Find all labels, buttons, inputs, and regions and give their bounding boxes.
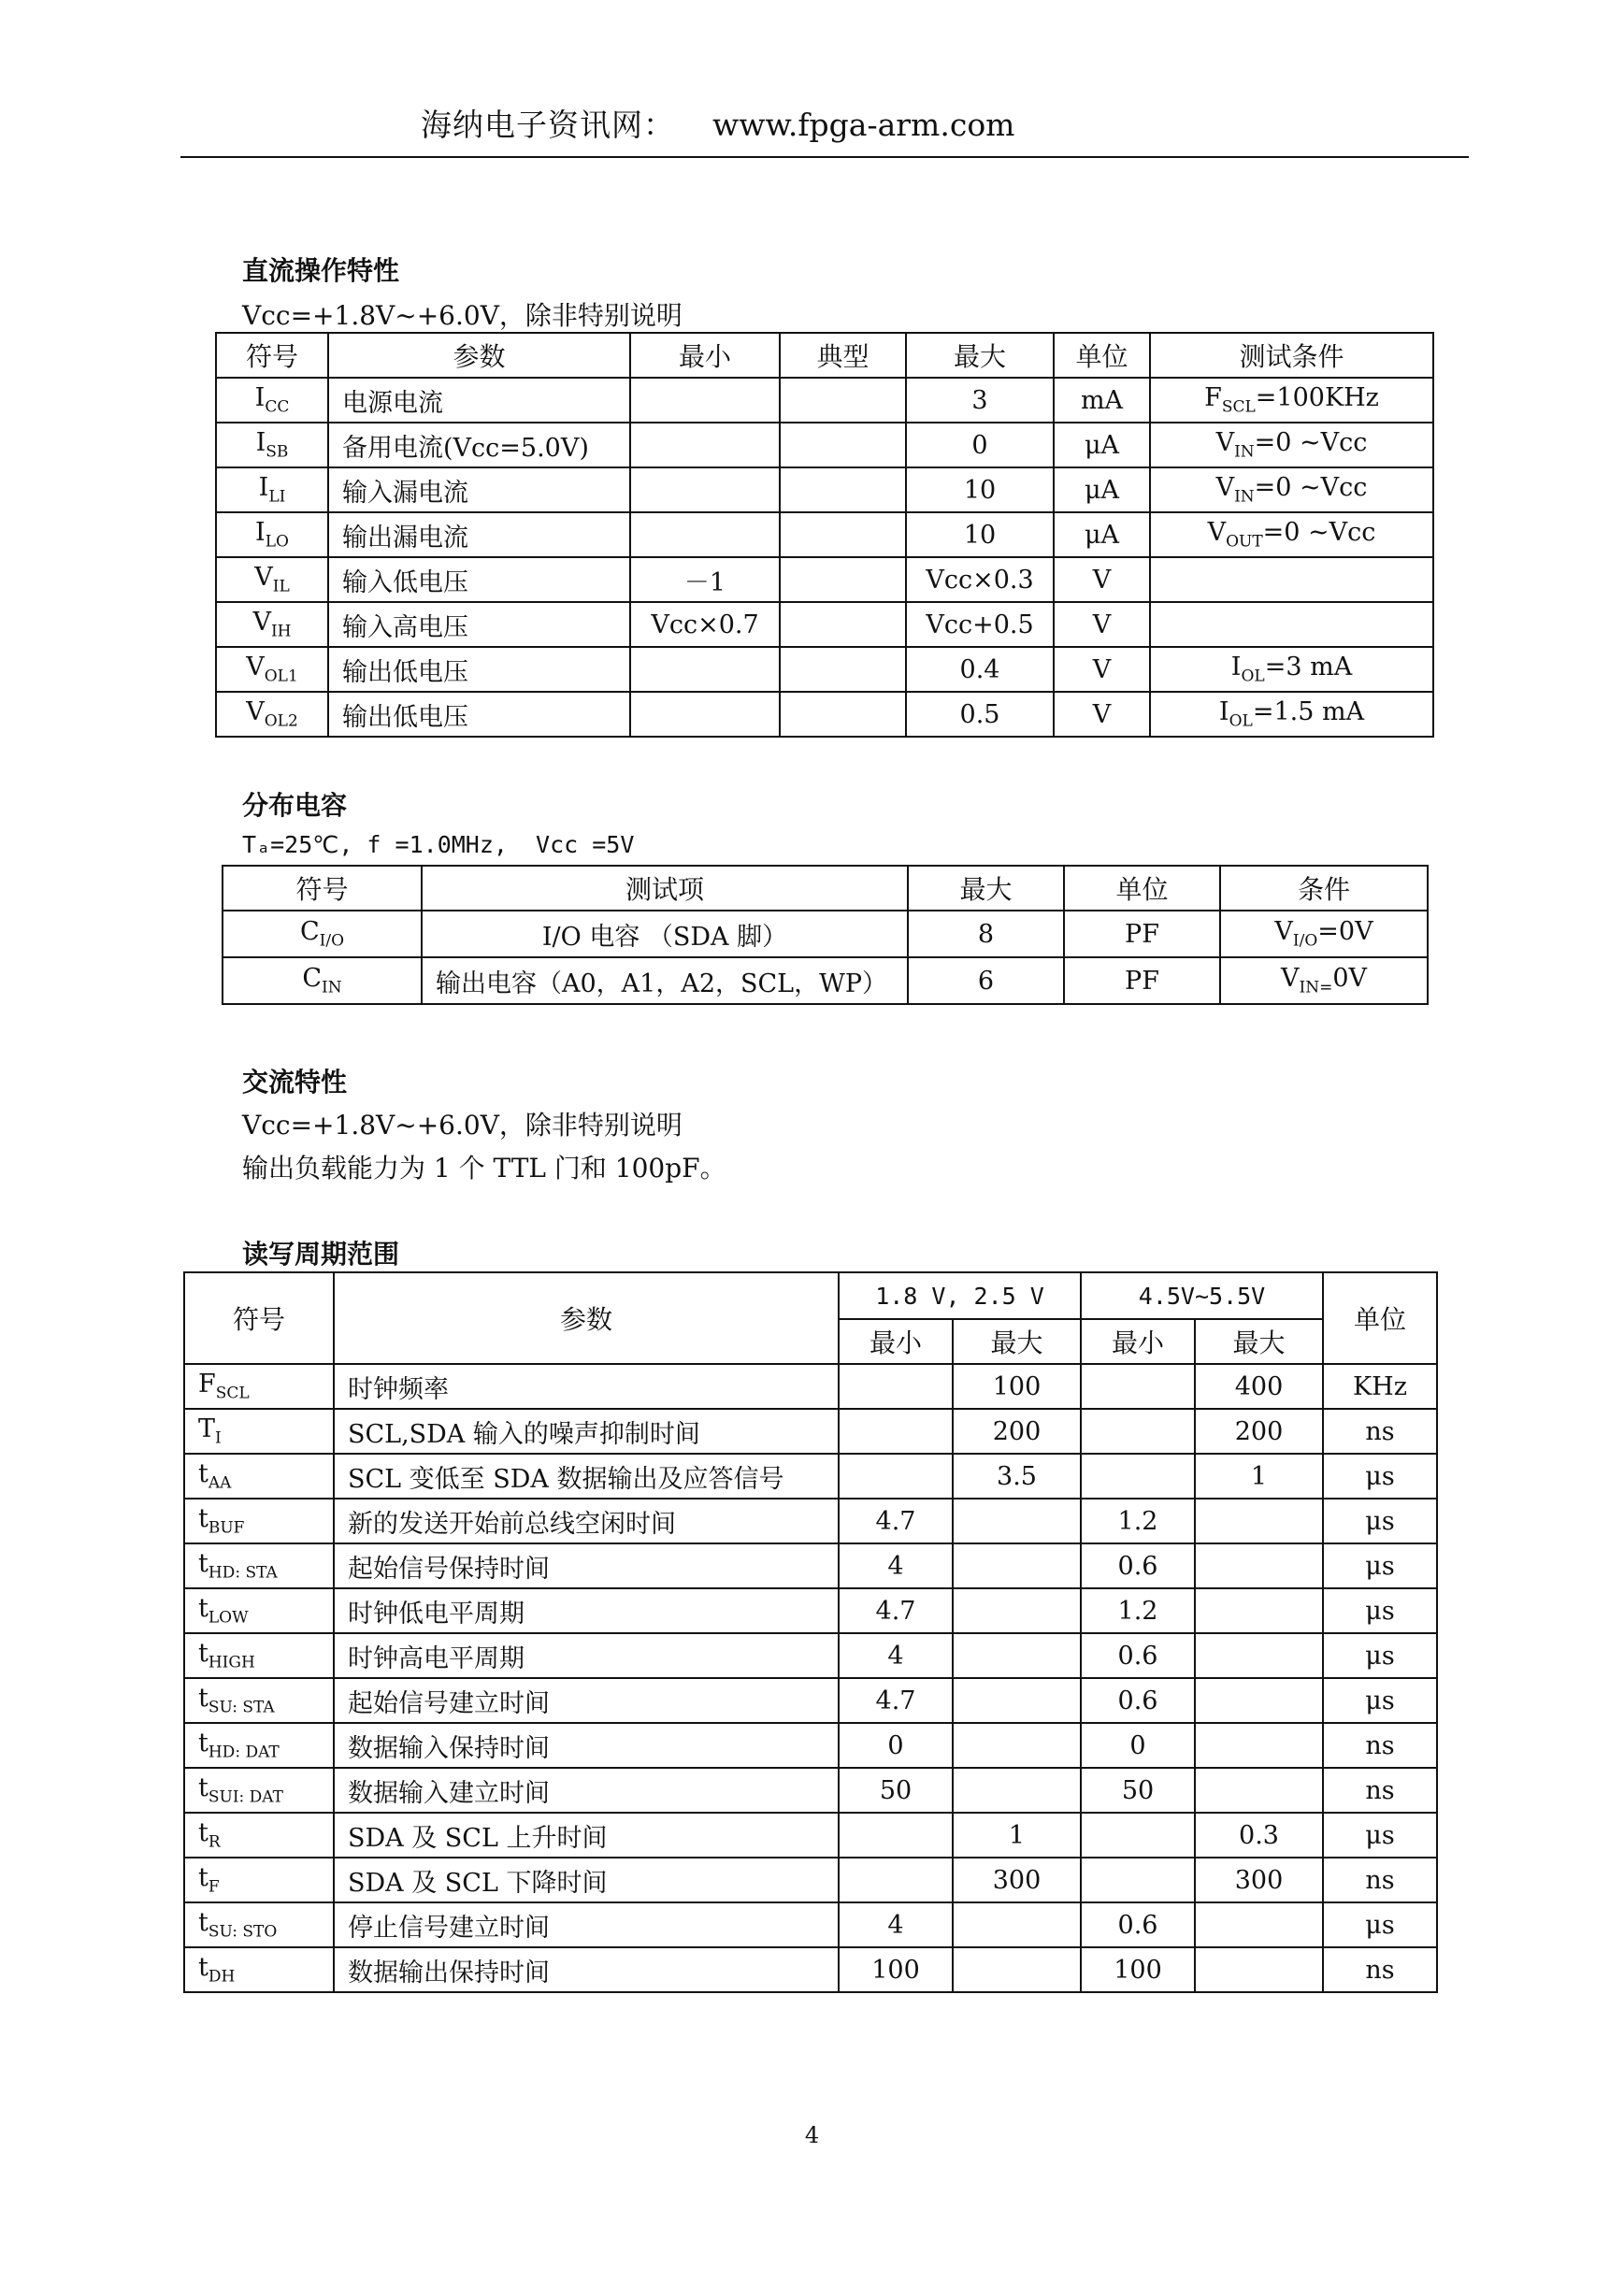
rw-unit: μs: [1323, 1633, 1437, 1678]
dc-test-condition: [1150, 692, 1433, 737]
dc-max: 10: [906, 512, 1054, 557]
table-row: [184, 1858, 1437, 1902]
rw-unit: ns: [1323, 1858, 1437, 1902]
rw-symbol-subscript: HIGH: [208, 1653, 255, 1672]
cap-condition-rest: =0V: [1317, 917, 1373, 947]
rw-min-low-v: 4.7: [839, 1588, 953, 1633]
table-row: [184, 1947, 1437, 1992]
table-row: [216, 692, 1433, 737]
rw-max-high-v: [1195, 1768, 1323, 1813]
dc-test-condition-main: F: [1204, 383, 1222, 413]
rw-symbol: [184, 1499, 334, 1543]
rw-symbol-main: t: [198, 1773, 208, 1803]
cap-test-item: I/O 电容 （SDA 脚）: [422, 911, 908, 957]
rw-max-low-v: [953, 1543, 1081, 1588]
dc-test-condition-subscript: SCL: [1221, 397, 1256, 417]
dc-test-condition-main: I: [1230, 653, 1242, 682]
dc-unit: V: [1054, 692, 1150, 737]
dc-test-condition: [1150, 602, 1433, 647]
rw-symbol: [184, 1768, 334, 1813]
dc-test-condition-rest: =100KHz: [1255, 383, 1379, 413]
dc-test-condition-rest: =0 ~Vcc: [1254, 428, 1368, 458]
cap-condition-subscript: I/O: [1292, 931, 1318, 951]
cap-unit: PF: [1064, 911, 1220, 957]
dc-typ: [780, 647, 906, 692]
rw-symbol-subscript: SCL: [215, 1384, 250, 1403]
dc-header-1: 参数: [328, 333, 630, 378]
dc-section-title: 直流操作特性: [242, 255, 400, 286]
dc-test-condition-main: V: [1215, 428, 1235, 458]
cap-condition: [1220, 911, 1428, 957]
table-row: [184, 1633, 1437, 1678]
rw-min-high-v: 0.6: [1081, 1543, 1195, 1588]
cap-max: 8: [908, 911, 1064, 957]
dc-typ: [780, 512, 906, 557]
rw-header-max-2: 最大: [1195, 1319, 1323, 1364]
rw-unit: μs: [1323, 1813, 1437, 1858]
rw-symbol-main: t: [198, 1684, 208, 1714]
dc-max: Vcc+0.5: [906, 602, 1054, 647]
rw-header-min-2: 最小: [1081, 1319, 1195, 1364]
rw-symbol-subscript: R: [208, 1832, 221, 1852]
rw-max-high-v: 1: [1195, 1454, 1323, 1499]
table-row: [184, 1364, 1437, 1409]
rw-unit: μs: [1323, 1678, 1437, 1723]
rw-param: 数据输出保持时间: [334, 1947, 839, 1992]
rw-max-low-v: [953, 1678, 1081, 1723]
rw-unit: KHz: [1323, 1364, 1437, 1409]
rw-max-low-v: [953, 1588, 1081, 1633]
cap-table: [222, 865, 1429, 1005]
dc-test-condition-rest: =0 ~Vcc: [1254, 473, 1368, 503]
table-row: [184, 1454, 1437, 1499]
dc-unit: μA: [1054, 512, 1150, 557]
rw-min-low-v: [839, 1858, 953, 1902]
rw-param: SCL 变低至 SDA 数据输出及应答信号: [334, 1454, 839, 1499]
table-row: [184, 1499, 1437, 1543]
dc-typ: [780, 378, 906, 423]
cap-test-item: 输出电容（A0，A1，A2，SCL，WP）: [422, 957, 908, 1004]
ac-section-title: 交流特性: [242, 1067, 348, 1098]
rw-symbol: [184, 1364, 334, 1409]
rw-min-low-v: [839, 1454, 953, 1499]
rw-max-high-v: 200: [1195, 1409, 1323, 1454]
rw-max-low-v: [953, 1768, 1081, 1813]
dc-param: 输出低电压: [328, 647, 630, 692]
rw-min-high-v: 1.2: [1081, 1588, 1195, 1633]
rw-param: SDA 及 SCL 上升时间: [334, 1813, 839, 1858]
cap-header-1: 测试项: [422, 866, 908, 911]
page-number: 4: [804, 2122, 820, 2148]
dc-unit: mA: [1054, 378, 1150, 423]
table-row: [223, 911, 1428, 957]
dc-typ: [780, 692, 906, 737]
table-row: [184, 1902, 1437, 1947]
dc-symbol-subscript: IH: [270, 622, 292, 641]
cap-symbol-main: C: [302, 964, 323, 994]
rw-header-low-voltage: 1.8 V, 2.5 V: [839, 1272, 1081, 1319]
dc-symbol: [216, 692, 328, 737]
rw-unit: μs: [1323, 1588, 1437, 1633]
rw-min-high-v: 0: [1081, 1723, 1195, 1768]
rw-table: [183, 1271, 1438, 1993]
rw-min-low-v: 4: [839, 1902, 953, 1947]
rw-symbol-main: F: [198, 1370, 216, 1399]
rw-min-low-v: [839, 1813, 953, 1858]
rw-symbol: [184, 1588, 334, 1633]
dc-typ: [780, 602, 906, 647]
cap-symbol-subscript: IN: [322, 978, 342, 997]
header-divider: [180, 156, 1469, 158]
ac-condition: Vcc=+1.8V~+6.0V，除非特别说明: [242, 1110, 683, 1141]
rw-param: 时钟高电平周期: [334, 1633, 839, 1678]
rw-max-high-v: [1195, 1723, 1323, 1768]
dc-max: Vcc×0.3: [906, 557, 1054, 602]
rw-min-low-v: 50: [839, 1768, 953, 1813]
rw-symbol-main: t: [198, 1908, 208, 1938]
dc-min: [630, 692, 780, 737]
dc-test-condition-rest: =1.5 mA: [1252, 697, 1365, 727]
dc-param: 输出漏电流: [328, 512, 630, 557]
dc-test-condition-rest: =0 ~Vcc: [1262, 518, 1376, 548]
dc-param: 输出低电压: [328, 692, 630, 737]
dc-symbol-subscript: IL: [272, 577, 290, 596]
dc-typ: [780, 557, 906, 602]
rw-max-low-v: [953, 1902, 1081, 1947]
cap-header-2: 最大: [908, 866, 1064, 911]
rw-max-high-v: 300: [1195, 1858, 1323, 1902]
dc-param: 输入高电压: [328, 602, 630, 647]
dc-min: [630, 647, 780, 692]
dc-min: [630, 512, 780, 557]
rw-min-high-v: [1081, 1409, 1195, 1454]
rw-max-high-v: [1195, 1633, 1323, 1678]
dc-min: Vcc×0.7: [630, 602, 780, 647]
rw-symbol: [184, 1902, 334, 1947]
rw-min-high-v: 0.6: [1081, 1633, 1195, 1678]
rw-min-low-v: 4.7: [839, 1678, 953, 1723]
dc-symbol-subscript: LO: [265, 532, 289, 552]
dc-max: 0.4: [906, 647, 1054, 692]
dc-test-condition: [1150, 423, 1433, 467]
dc-max: 10: [906, 467, 1054, 512]
cap-symbol-subscript: I/O: [319, 931, 345, 951]
dc-test-condition-main: I: [1218, 697, 1229, 727]
dc-test-condition-subscript: OL: [1241, 667, 1265, 686]
dc-max: 0.5: [906, 692, 1054, 737]
rw-symbol: [184, 1409, 334, 1454]
dc-test-condition: [1150, 378, 1433, 423]
rw-max-high-v: [1195, 1678, 1323, 1723]
table-row: [216, 557, 1433, 602]
dc-symbol-main: I: [254, 383, 266, 413]
dc-symbol-subscript: SB: [266, 442, 289, 462]
cap-condition: [1220, 957, 1428, 1004]
dc-header-5: 单位: [1054, 333, 1150, 378]
dc-param: 输入漏电流: [328, 467, 630, 512]
dc-symbol-main: I: [255, 428, 266, 458]
rw-max-high-v: 0.3: [1195, 1813, 1323, 1858]
dc-test-condition: [1150, 557, 1433, 602]
rw-symbol: [184, 1678, 334, 1723]
rw-min-low-v: 4: [839, 1633, 953, 1678]
dc-min: －1: [630, 557, 780, 602]
dc-symbol: [216, 423, 328, 467]
cap-condition-main: V: [1274, 917, 1293, 947]
rw-symbol-subscript: AA: [208, 1473, 232, 1493]
rw-min-low-v: 100: [839, 1947, 953, 1992]
rw-unit: ns: [1323, 1723, 1437, 1768]
rw-symbol-subscript: SU: STO: [208, 1922, 278, 1942]
table-row: [216, 512, 1433, 557]
rw-param: 起始信号保持时间: [334, 1543, 839, 1588]
rw-param: 停止信号建立时间: [334, 1902, 839, 1947]
dc-symbol-subscript: CC: [265, 397, 290, 417]
rw-header-max-1: 最大: [953, 1319, 1081, 1364]
rw-symbol-main: t: [198, 1459, 208, 1489]
dc-test-condition-subscript: OL: [1229, 711, 1253, 731]
rw-max-high-v: [1195, 1588, 1323, 1633]
rw-symbol-main: t: [198, 1504, 208, 1534]
cap-header-row: [223, 866, 1428, 911]
dc-unit: μA: [1054, 467, 1150, 512]
dc-test-condition: [1150, 647, 1433, 692]
rw-min-high-v: [1081, 1813, 1195, 1858]
table-row: [216, 378, 1433, 423]
cap-header-0: 符号: [223, 866, 422, 911]
rw-symbol: [184, 1947, 334, 1992]
rw-symbol-main: t: [198, 1639, 208, 1669]
dc-symbol-subscript: OL2: [264, 711, 298, 731]
page-header: [421, 101, 1014, 145]
cap-condition: Tₐ=25℃, f =1.0MHz, Vcc =5V: [242, 831, 635, 858]
rw-max-low-v: 3.5: [953, 1454, 1081, 1499]
rw-header-min-1: 最小: [839, 1319, 953, 1364]
rw-max-low-v: 1: [953, 1813, 1081, 1858]
cap-condition-main: V: [1280, 964, 1300, 994]
dc-table: [215, 332, 1434, 738]
table-row: [184, 1409, 1437, 1454]
table-row: [216, 467, 1433, 512]
table-row: [184, 1723, 1437, 1768]
rw-max-high-v: 400: [1195, 1364, 1323, 1409]
rw-min-high-v: 0.6: [1081, 1678, 1195, 1723]
rw-min-high-v: 50: [1081, 1768, 1195, 1813]
dc-min: [630, 467, 780, 512]
cap-section-title: 分布电容: [242, 790, 348, 821]
dc-max: 3: [906, 378, 1054, 423]
rw-symbol-subscript: BUF: [208, 1518, 245, 1538]
cap-header-3: 单位: [1064, 866, 1220, 911]
dc-symbol-main: V: [246, 697, 265, 727]
rw-min-low-v: [839, 1409, 953, 1454]
dc-unit: μA: [1054, 423, 1150, 467]
cap-symbol-main: C: [299, 917, 320, 947]
rw-symbol: [184, 1813, 334, 1858]
table-row: [216, 647, 1433, 692]
dc-test-condition-subscript: IN: [1234, 487, 1255, 507]
dc-test-condition: [1150, 467, 1433, 512]
rw-max-high-v: [1195, 1947, 1323, 1992]
dc-symbol: [216, 467, 328, 512]
dc-header-3: 典型: [780, 333, 906, 378]
dc-min: [630, 378, 780, 423]
rw-unit: ns: [1323, 1768, 1437, 1813]
dc-condition: Vcc=+1.8V~+6.0V，除非特别说明: [242, 300, 683, 331]
rw-symbol: [184, 1633, 334, 1678]
dc-param: 输入低电压: [328, 557, 630, 602]
rw-max-low-v: 200: [953, 1409, 1081, 1454]
rw-min-low-v: [839, 1364, 953, 1409]
rw-max-high-v: [1195, 1543, 1323, 1588]
rw-symbol-main: t: [198, 1729, 208, 1758]
rw-symbol-main: t: [198, 1594, 208, 1624]
rw-symbol-subscript: HD: STA: [208, 1563, 278, 1583]
rw-min-high-v: [1081, 1454, 1195, 1499]
rw-symbol-main: T: [198, 1414, 216, 1444]
rw-min-low-v: 4: [839, 1543, 953, 1588]
dc-test-condition-subscript: OUT: [1226, 532, 1263, 552]
dc-min: [630, 423, 780, 467]
rw-unit: μs: [1323, 1499, 1437, 1543]
rw-param: 新的发送开始前总线空闲时间: [334, 1499, 839, 1543]
dc-unit: V: [1054, 602, 1150, 647]
cap-condition-subscript: IN=: [1299, 978, 1333, 997]
cap-symbol: [223, 957, 422, 1004]
rw-param: 时钟低电平周期: [334, 1588, 839, 1633]
table-row: [216, 602, 1433, 647]
dc-param: 电源电流: [328, 378, 630, 423]
dc-symbol: [216, 512, 328, 557]
rw-symbol: [184, 1858, 334, 1902]
rw-param: 数据输入保持时间: [334, 1723, 839, 1768]
dc-test-condition-main: V: [1207, 518, 1227, 548]
rw-min-high-v: 100: [1081, 1947, 1195, 1992]
dc-test-condition-subscript: IN: [1234, 442, 1255, 462]
rw-header-unit: 单位: [1323, 1272, 1437, 1364]
rw-header-param: 参数: [334, 1272, 839, 1364]
site-name: 海纳电子资讯网：: [421, 107, 675, 143]
rw-symbol-subscript: SU: STA: [208, 1698, 275, 1717]
dc-symbol: [216, 602, 328, 647]
cap-symbol: [223, 911, 422, 957]
rw-unit: μs: [1323, 1543, 1437, 1588]
rw-max-high-v: [1195, 1902, 1323, 1947]
rw-symbol-main: t: [198, 1818, 208, 1848]
cap-max: 6: [908, 957, 1064, 1004]
rw-symbol: [184, 1454, 334, 1499]
dc-symbol-subscript: OL1: [264, 667, 298, 686]
rw-param: 时钟频率: [334, 1364, 839, 1409]
dc-unit: V: [1054, 647, 1150, 692]
rw-param: 数据输入建立时间: [334, 1768, 839, 1813]
rw-max-low-v: 300: [953, 1858, 1081, 1902]
dc-header-2: 最小: [630, 333, 780, 378]
rw-symbol: [184, 1723, 334, 1768]
rw-min-low-v: 0: [839, 1723, 953, 1768]
dc-symbol-main: V: [252, 608, 271, 638]
dc-symbol-main: V: [254, 563, 273, 593]
rw-min-high-v: 0.6: [1081, 1902, 1195, 1947]
dc-symbol-main: V: [246, 653, 265, 682]
dc-symbol: [216, 647, 328, 692]
rw-max-low-v: [953, 1633, 1081, 1678]
rw-header-high-voltage: 4.5V~5.5V: [1081, 1272, 1323, 1319]
rw-symbol-main: t: [198, 1863, 208, 1893]
cap-condition-rest: 0V: [1332, 964, 1368, 994]
rw-symbol-subscript: F: [208, 1877, 220, 1897]
rw-symbol-main: t: [198, 1549, 208, 1579]
rw-max-low-v: [953, 1499, 1081, 1543]
rw-header-symbol: 符号: [184, 1272, 334, 1364]
rw-symbol-subscript: HD: DAT: [208, 1743, 280, 1762]
dc-symbol-main: I: [255, 518, 266, 548]
rw-section-title: 读写周期范围: [242, 1239, 400, 1270]
dc-test-condition-rest: =3 mA: [1264, 653, 1353, 682]
rw-min-high-v: [1081, 1858, 1195, 1902]
rw-symbol-main: t: [198, 1953, 208, 1983]
rw-symbol-subscript: LOW: [208, 1608, 249, 1628]
rw-max-low-v: 100: [953, 1364, 1081, 1409]
table-row: [216, 423, 1433, 467]
dc-test-condition-main: V: [1215, 473, 1235, 503]
dc-header-4: 最大: [906, 333, 1054, 378]
ac-load-note: 输出负载能力为 1 个 TTL 门和 100pF。: [242, 1153, 726, 1184]
rw-min-high-v: 1.2: [1081, 1499, 1195, 1543]
dc-header-6: 测试条件: [1150, 333, 1433, 378]
rw-max-low-v: [953, 1947, 1081, 1992]
table-row: [184, 1768, 1437, 1813]
rw-param: SDA 及 SCL 下降时间: [334, 1858, 839, 1902]
dc-header-row: [216, 333, 1433, 378]
rw-param: 起始信号建立时间: [334, 1678, 839, 1723]
rw-unit: μs: [1323, 1902, 1437, 1947]
table-row: [184, 1678, 1437, 1723]
dc-unit: V: [1054, 557, 1150, 602]
dc-test-condition: [1150, 512, 1433, 557]
table-row: [184, 1588, 1437, 1633]
dc-header-0: 符号: [216, 333, 328, 378]
dc-max: 0: [906, 423, 1054, 467]
rw-max-high-v: [1195, 1499, 1323, 1543]
rw-symbol-subscript: DH: [208, 1967, 236, 1987]
rw-param: SCL,SDA 输入的噪声抑制时间: [334, 1409, 839, 1454]
dc-symbol: [216, 378, 328, 423]
rw-min-high-v: [1081, 1364, 1195, 1409]
rw-unit: μs: [1323, 1454, 1437, 1499]
rw-min-low-v: 4.7: [839, 1499, 953, 1543]
dc-symbol: [216, 557, 328, 602]
cap-unit: PF: [1064, 957, 1220, 1004]
cap-header-4: 条件: [1220, 866, 1428, 911]
rw-unit: ns: [1323, 1409, 1437, 1454]
dc-typ: [780, 467, 906, 512]
dc-symbol-subscript: LI: [268, 487, 286, 507]
table-row: [223, 957, 1428, 1004]
site-url: www.fpga-arm.com: [712, 107, 1015, 143]
table-row: [184, 1813, 1437, 1858]
rw-max-low-v: [953, 1723, 1081, 1768]
dc-typ: [780, 423, 906, 467]
rw-unit: ns: [1323, 1947, 1437, 1992]
dc-param: 备用电流(Vcc=5.0V): [328, 423, 630, 467]
table-row: [184, 1543, 1437, 1588]
dc-symbol-main: I: [258, 473, 269, 503]
rw-symbol-subscript: SUI: DAT: [208, 1787, 283, 1807]
rw-symbol-subscript: I: [215, 1428, 222, 1448]
rw-symbol: [184, 1543, 334, 1588]
